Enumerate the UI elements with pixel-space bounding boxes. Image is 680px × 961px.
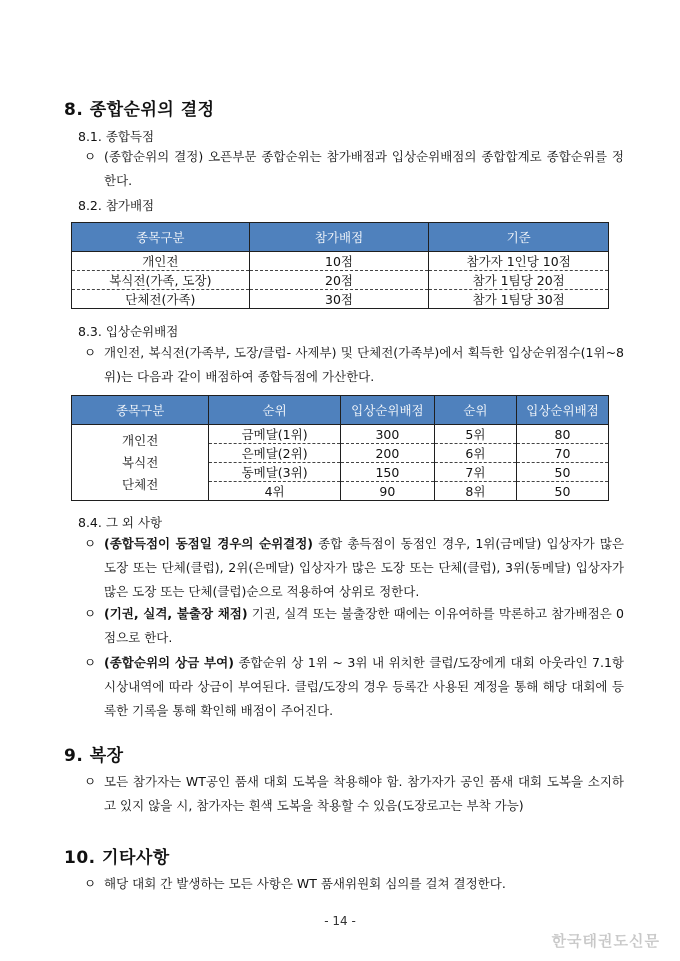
rule-item-prize xyxy=(84,651,624,723)
table-cell: 참가자 1인당 10점 xyxy=(429,252,609,271)
rule-text xyxy=(104,602,624,650)
section-8-3-paragraph xyxy=(84,341,624,389)
table-cell: 70 xyxy=(516,444,608,463)
table-row xyxy=(72,290,609,309)
table-cell: 은메달(2위) xyxy=(209,444,340,463)
table-cell: 150 xyxy=(340,463,434,482)
rule-text xyxy=(104,651,624,723)
table-cell: 참가 1팀당 20점 xyxy=(429,271,609,290)
table-cell: 복식전(가족, 도장) xyxy=(72,271,250,290)
table-cell: 4위 xyxy=(209,482,340,501)
section-8-1-title: 8.1. 종합득점 xyxy=(78,129,155,144)
rule-body: 종합 총득점이 동점인 경우, 1위(금메달) 입상자가 많은 도장 또는 단체(클럽), 2위(은메달) 입상자가 많은 도장 또는 단체(클럽), 3위(동메달) 입상자가 많은 도장 또는 단체(클럽)순으로 적용하여 상위로 정한다. xyxy=(104,536,625,599)
table-cell: 동메달(3위) xyxy=(209,463,340,482)
table-cell: 8위 xyxy=(434,482,516,501)
table-cell: 참가 1팀당 30점 xyxy=(429,290,609,309)
paragraph-text: 해당 대회 간 발생하는 모든 사항은 WT 품새위원회 심의를 걸쳐 결정한다. xyxy=(104,876,506,891)
table-header: 참가배점 xyxy=(249,223,429,252)
newspaper-watermark: 한국태권도신문 xyxy=(551,932,660,950)
rule-body: 종합순위 상 1위 ~ 3위 내 위치한 클럽/도장에게 대회 아웃라인 7.1항 시상내역에 따라 상금이 부여된다. 클럽/도장의 경우 등록간 사용된 계정을 통해 해당 대회에 등록한 기록을 통해 확인해 배점이 주어진다. xyxy=(104,655,624,718)
table-header: 종목구분 xyxy=(72,223,250,252)
table-cell: 금메달(1위) xyxy=(209,425,340,444)
table-header: 입상순위배점 xyxy=(340,396,434,425)
table-cell: 개인전 xyxy=(72,252,250,271)
rule-lead: (기권, 실격, 불출장 채점) xyxy=(104,606,248,621)
rule-text xyxy=(104,532,624,604)
bullet-icon: ㅇ xyxy=(84,774,97,789)
section-10-paragraph xyxy=(84,872,624,896)
section-8-2-title: 8.2. 참가배점 xyxy=(78,198,155,213)
bullet-icon: ㅇ xyxy=(84,876,97,891)
table-cell: 20점 xyxy=(249,271,429,290)
table-cell: 90 xyxy=(340,482,434,501)
table-header: 순위 xyxy=(434,396,516,425)
table-cell: 5위 xyxy=(434,425,516,444)
section-8-4-title: 8.4. 그 외 사항 xyxy=(78,515,163,530)
section-8-1-paragraph xyxy=(84,145,624,193)
paragraph-text: (종합순위의 결정) 오픈부문 종합순위는 참가배점과 입상순위배점의 종합합계로 종합순위를 정한다. xyxy=(104,149,624,188)
rule-lead: (종합득점이 동점일 경우의 순위결정) xyxy=(104,536,314,551)
table-cell: 50 xyxy=(516,463,608,482)
placement-points-table xyxy=(71,395,609,501)
table-cell: 30점 xyxy=(249,290,429,309)
table-cell: 80 xyxy=(516,425,608,444)
group-label: 복식전 xyxy=(122,454,159,470)
rule-item-forfeit xyxy=(84,602,624,650)
section-9-title: 9. 복장 xyxy=(64,746,124,766)
section-8-title: 8. 종합순위의 결정 xyxy=(64,100,215,120)
table-cell: 300 xyxy=(340,425,434,444)
table-header: 입상순위배점 xyxy=(516,396,608,425)
table-row xyxy=(72,252,609,271)
table-cell: 50 xyxy=(516,482,608,501)
table-header: 종목구분 xyxy=(72,396,209,425)
table-cell: 200 xyxy=(340,444,434,463)
bullet-icon: ㅇ xyxy=(84,536,97,551)
table-row xyxy=(72,271,609,290)
group-label: 단체전 xyxy=(122,476,159,492)
bullet-icon: ㅇ xyxy=(84,655,97,670)
table-cell: 10점 xyxy=(249,252,429,271)
paragraph-text: 모든 참가자는 WT공인 품새 대회 도복을 착용해야 함. 참가자가 공인 품새 대회 도복을 소지하고 있지 않을 시, 참가자는 흰색 도복을 착용할 수 있음(도장로고는 부착 가능) xyxy=(104,774,624,813)
table-cell: 6위 xyxy=(434,444,516,463)
table-header: 순위 xyxy=(209,396,340,425)
bullet-icon: ㅇ xyxy=(84,345,97,360)
page-number: - 14 - xyxy=(324,914,356,928)
table-header: 기준 xyxy=(429,223,609,252)
rule-body: 기권, 실격 또는 불출장한 때에는 이유여하를 막론하고 참가배점은 0점으로 한다. xyxy=(104,606,624,645)
participation-points-table xyxy=(71,222,609,309)
table-cell: 7위 xyxy=(434,463,516,482)
bullet-icon: ㅇ xyxy=(84,149,97,164)
rule-item-tiebreak xyxy=(84,532,624,604)
group-label: 개인전 xyxy=(122,432,159,448)
section-8-3-title: 8.3. 입상순위배점 xyxy=(78,324,179,339)
paragraph-text: 개인전, 복식전(가족부, 도장/클럽- 사제부) 및 단체전(가족부)에서 획득한 입상순위점수(1위~8위)는 다음과 같이 배점하여 종합득점에 가산한다. xyxy=(104,345,624,384)
section-10-title: 10. 기타사항 xyxy=(64,848,170,868)
bullet-icon: ㅇ xyxy=(84,606,97,621)
table-cell: 단체전(가족) xyxy=(72,290,250,309)
event-type-group-cell xyxy=(72,425,209,501)
section-9-paragraph xyxy=(84,770,624,818)
rule-lead: (종합순위의 상금 부여) xyxy=(104,655,234,670)
table-row xyxy=(72,425,609,444)
